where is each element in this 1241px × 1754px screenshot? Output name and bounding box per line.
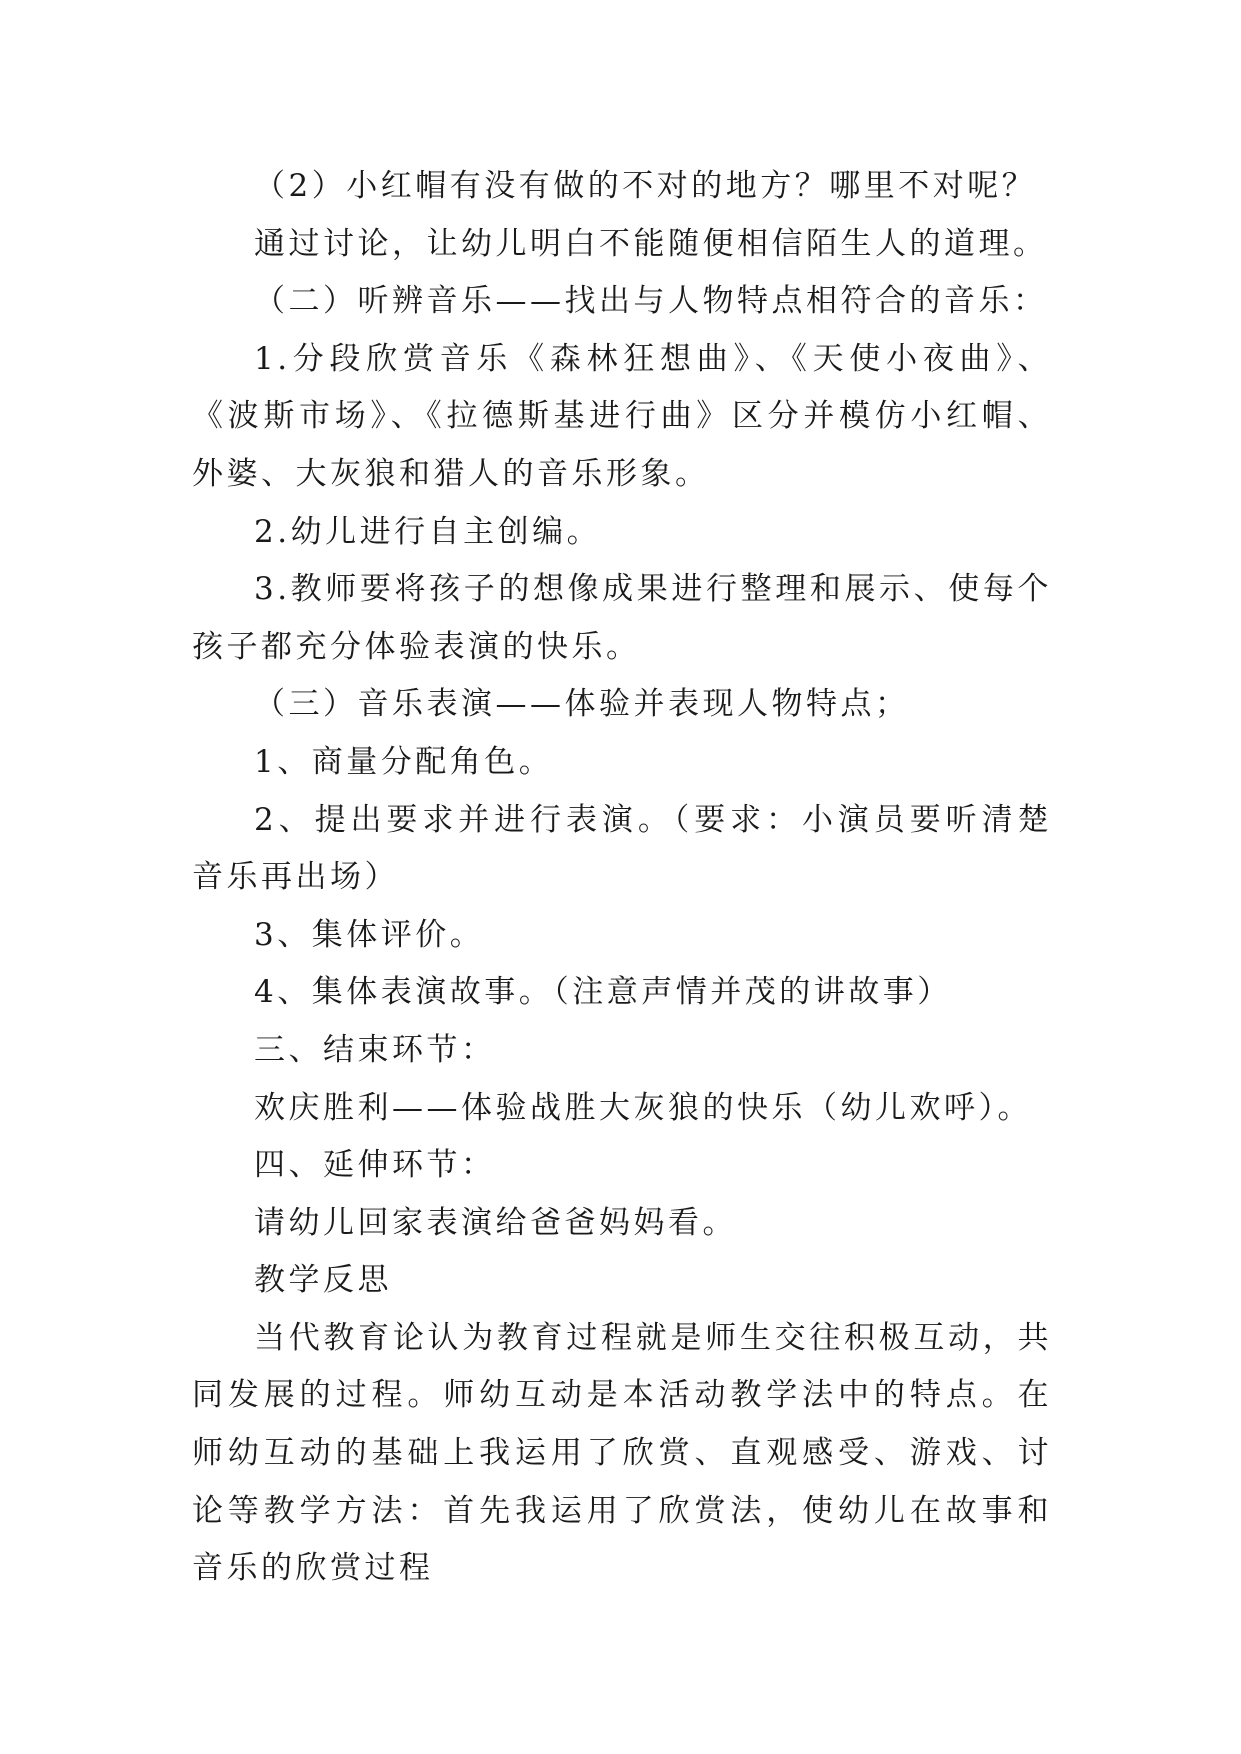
paragraph: 2.幼儿进行自主创编。	[254, 513, 602, 550]
paragraph: （2）小红帽有没有做的不对的地方？哪里不对呢？	[254, 168, 1037, 204]
paragraph: 请幼儿回家表演给爸爸妈妈看。	[254, 1204, 737, 1241]
section-heading: 四、延伸环节：	[254, 1147, 496, 1184]
paragraph: 3.教师要将孩子的想像成果进行整理和展示、使每个孩子都充分体验表演的快乐。	[192, 571, 1052, 665]
section-heading: 教学反思	[254, 1262, 392, 1299]
paragraph: 4、集体表演故事。（注意声情并茂的讲故事）	[254, 974, 952, 1011]
paragraph: 3、集体评价。	[254, 916, 485, 953]
paragraph: 1、商量分配角色。	[254, 743, 554, 780]
document-body	[192, 158, 1052, 1598]
paragraph: 欢庆胜利——体验战胜大灰狼的快乐（幼儿欢呼）。	[254, 1089, 1032, 1126]
section-heading: 三、结束环节：	[254, 1031, 496, 1068]
section-heading: （三）音乐表演——体验并表现人物特点；	[254, 686, 910, 723]
paragraph: 通过讨论，让幼儿明白不能随便相信陌生人的道理。	[254, 225, 1048, 262]
paragraph: 2、提出要求并进行表演。（要求：小演员要听清楚音乐再出场）	[192, 801, 1052, 896]
paragraph: 当代教育论认为教育过程就是师生交往积极互动，共同发展的过程。师幼互动是本活动教学法中的特点。在师幼互动的基础上我运用了欣赏、直观感受、游戏、讨论等教学方法：首先我运用了欣赏法，使幼儿在故事和音乐的欣赏过程	[192, 1319, 1052, 1587]
section-heading: （二）听辨音乐——找出与人物特点相符合的音乐：	[254, 283, 1048, 320]
paragraph: 1.分段欣赏音乐《森林狂想曲》、《天使小夜曲》、《波斯市场》、《拉德斯基进行曲》区分并模仿小红帽、外婆、大灰狼和猎人的音乐形象。	[192, 340, 1052, 492]
